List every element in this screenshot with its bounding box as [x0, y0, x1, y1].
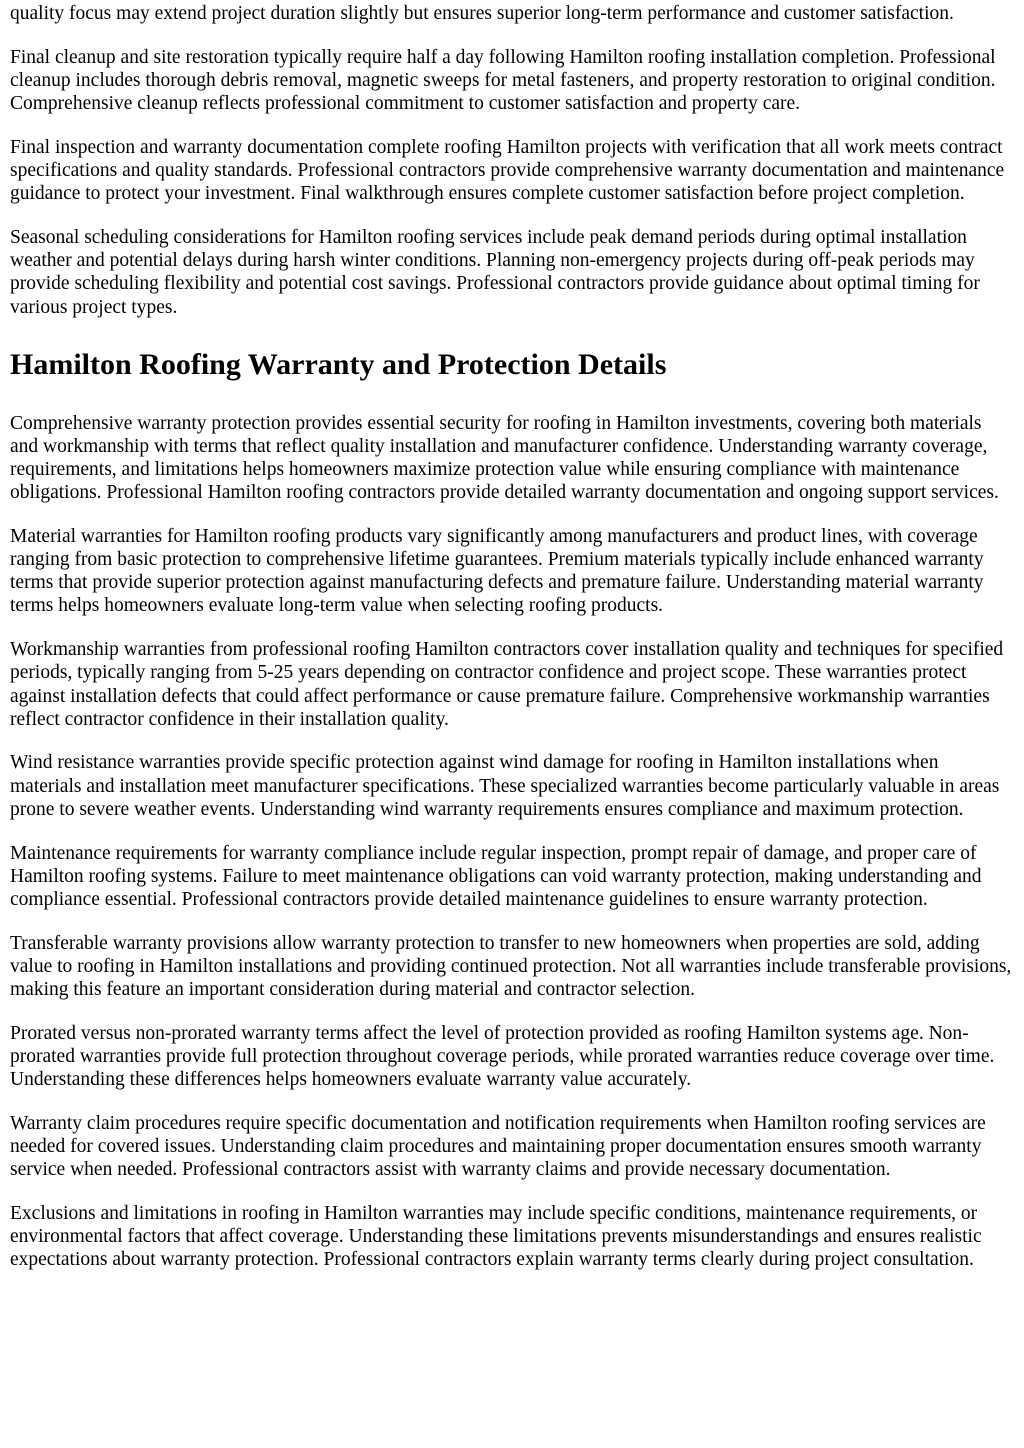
section-heading: Hamilton Roofing Warranty and Protection Details	[10, 347, 667, 381]
paragraph-material-warranties: Material warranties for Hamilton roofing products vary significantly among manufacturers and product lines, with coverage ranging from basic protection to comprehensive lifetime guarantees. Premium materials typically include enhanced warranty terms that provide superior protection against manufacturing defects and premature failure. Understanding material warranty terms helps homeowners evaluate long-term value when selecting roofing products.	[10, 525, 984, 617]
paragraph-maintenance-requirements: Maintenance requirements for warranty compliance include regular inspection, prompt repair of damage, and proper care of Hamilton roofing systems. Failure to meet maintenance obligations can void warranty protection, making understanding and compliance essential. Professional contractors provide detailed maintenance guidelines to ensure warranty protection.	[10, 842, 982, 910]
paragraph-comprehensive-warranty: Comprehensive warranty protection provides essential security for roofing in Hamilton investments, covering both materials and workmanship with terms that reflect quality installation and manufacturer confidence. Understanding warranty coverage, requirements, and limitations helps homeowners maximize protection value while ensuring compliance with maintenance obligations. Professional Hamilton roofing contractors provide detailed warranty documentation and ongoing support services.	[10, 412, 999, 504]
paragraph-exclusions-limitations: Exclusions and limitations in roofing in Hamilton warranties may include specific conditions, maintenance requirements, or environmental factors that affect coverage. Understanding these limitations prevents misunderstandings and ensures realistic expectations about warranty protection. Professional contractors explain warranty terms clearly during project consultation.	[10, 1203, 982, 1271]
paragraph-prorated-warranty: Prorated versus non-prorated warranty terms affect the level of protection provided as roofing Hamilton systems age. Non-prorated warranties provide full protection throughout coverage periods, while prorated warranties reduce coverage over time. Understanding these differences helps homeowners evaluate warranty value accurately.	[10, 1022, 995, 1091]
paragraph-partial-top: quality focus may extend project duration slightly but ensures superior long-term performance and customer satisfaction.	[10, 3, 954, 24]
paragraph-final-inspection: Final inspection and warranty documentation complete roofing Hamilton projects with verification that all work meets contract specifications and quality standards. Professional contractors provide comprehensive warranty documentation and maintenance guidance to protect your investment. Final walkthrough ensures complete customer satisfaction before project completion.	[10, 136, 1005, 205]
paragraph-final-cleanup: Final cleanup and site restoration typically require half a day following Hamilton roofing installation completion. Professional cleanup includes thorough debris removal, magnetic sweeps for metal fasteners, and property restoration to original condition. Comprehensive cleanup reflects professional commitment to customer satisfaction and property care.	[10, 46, 996, 115]
paragraph-seasonal-scheduling: Seasonal scheduling considerations for Hamilton roofing services include peak demand periods during optimal installation weather and potential delays during harsh winter conditions. Planning non-emergency projects during off-peak periods may provide scheduling flexibility and potential cost savings. Professional contractors provide guidance about optimal timing for various project types.	[10, 226, 980, 318]
paragraph-transferable-warranty: Transferable warranty provisions allow warranty protection to transfer to new homeowners when properties are sold, adding value to roofing in Hamilton installations and providing continued protection. Not all warranties include transferable provisions, making this feature an important consideration during material and contractor selection.	[10, 932, 1012, 1001]
paragraph-warranty-claims: Warranty claim procedures require specific documentation and notification requirements when Hamilton roofing services are needed for covered issues. Understanding claim procedures and maintaining proper documentation ensures smooth warranty service when needed. Professional contractors assist with warranty claims and provide necessary documentation.	[10, 1112, 986, 1181]
paragraph-wind-resistance: Wind resistance warranties provide specific protection against wind damage for roofing in Hamilton installations when materials and installation meet manufacturer specifications. These specialized warranties become particularly valuable in areas prone to severe weather events. Understanding wind warranty requirements ensures compliance and maximum protection.	[10, 752, 1000, 820]
paragraph-workmanship-warranties: Workmanship warranties from professional roofing Hamilton contractors cover installation quality and techniques for specified periods, typically ranging from 5-25 years depending on contractor confidence and project scope. These warranties protect against installation defects that could affect performance or cause premature failure. Comprehensive workmanship warranties reflect contractor confidence in their installation quality.	[10, 639, 1004, 730]
